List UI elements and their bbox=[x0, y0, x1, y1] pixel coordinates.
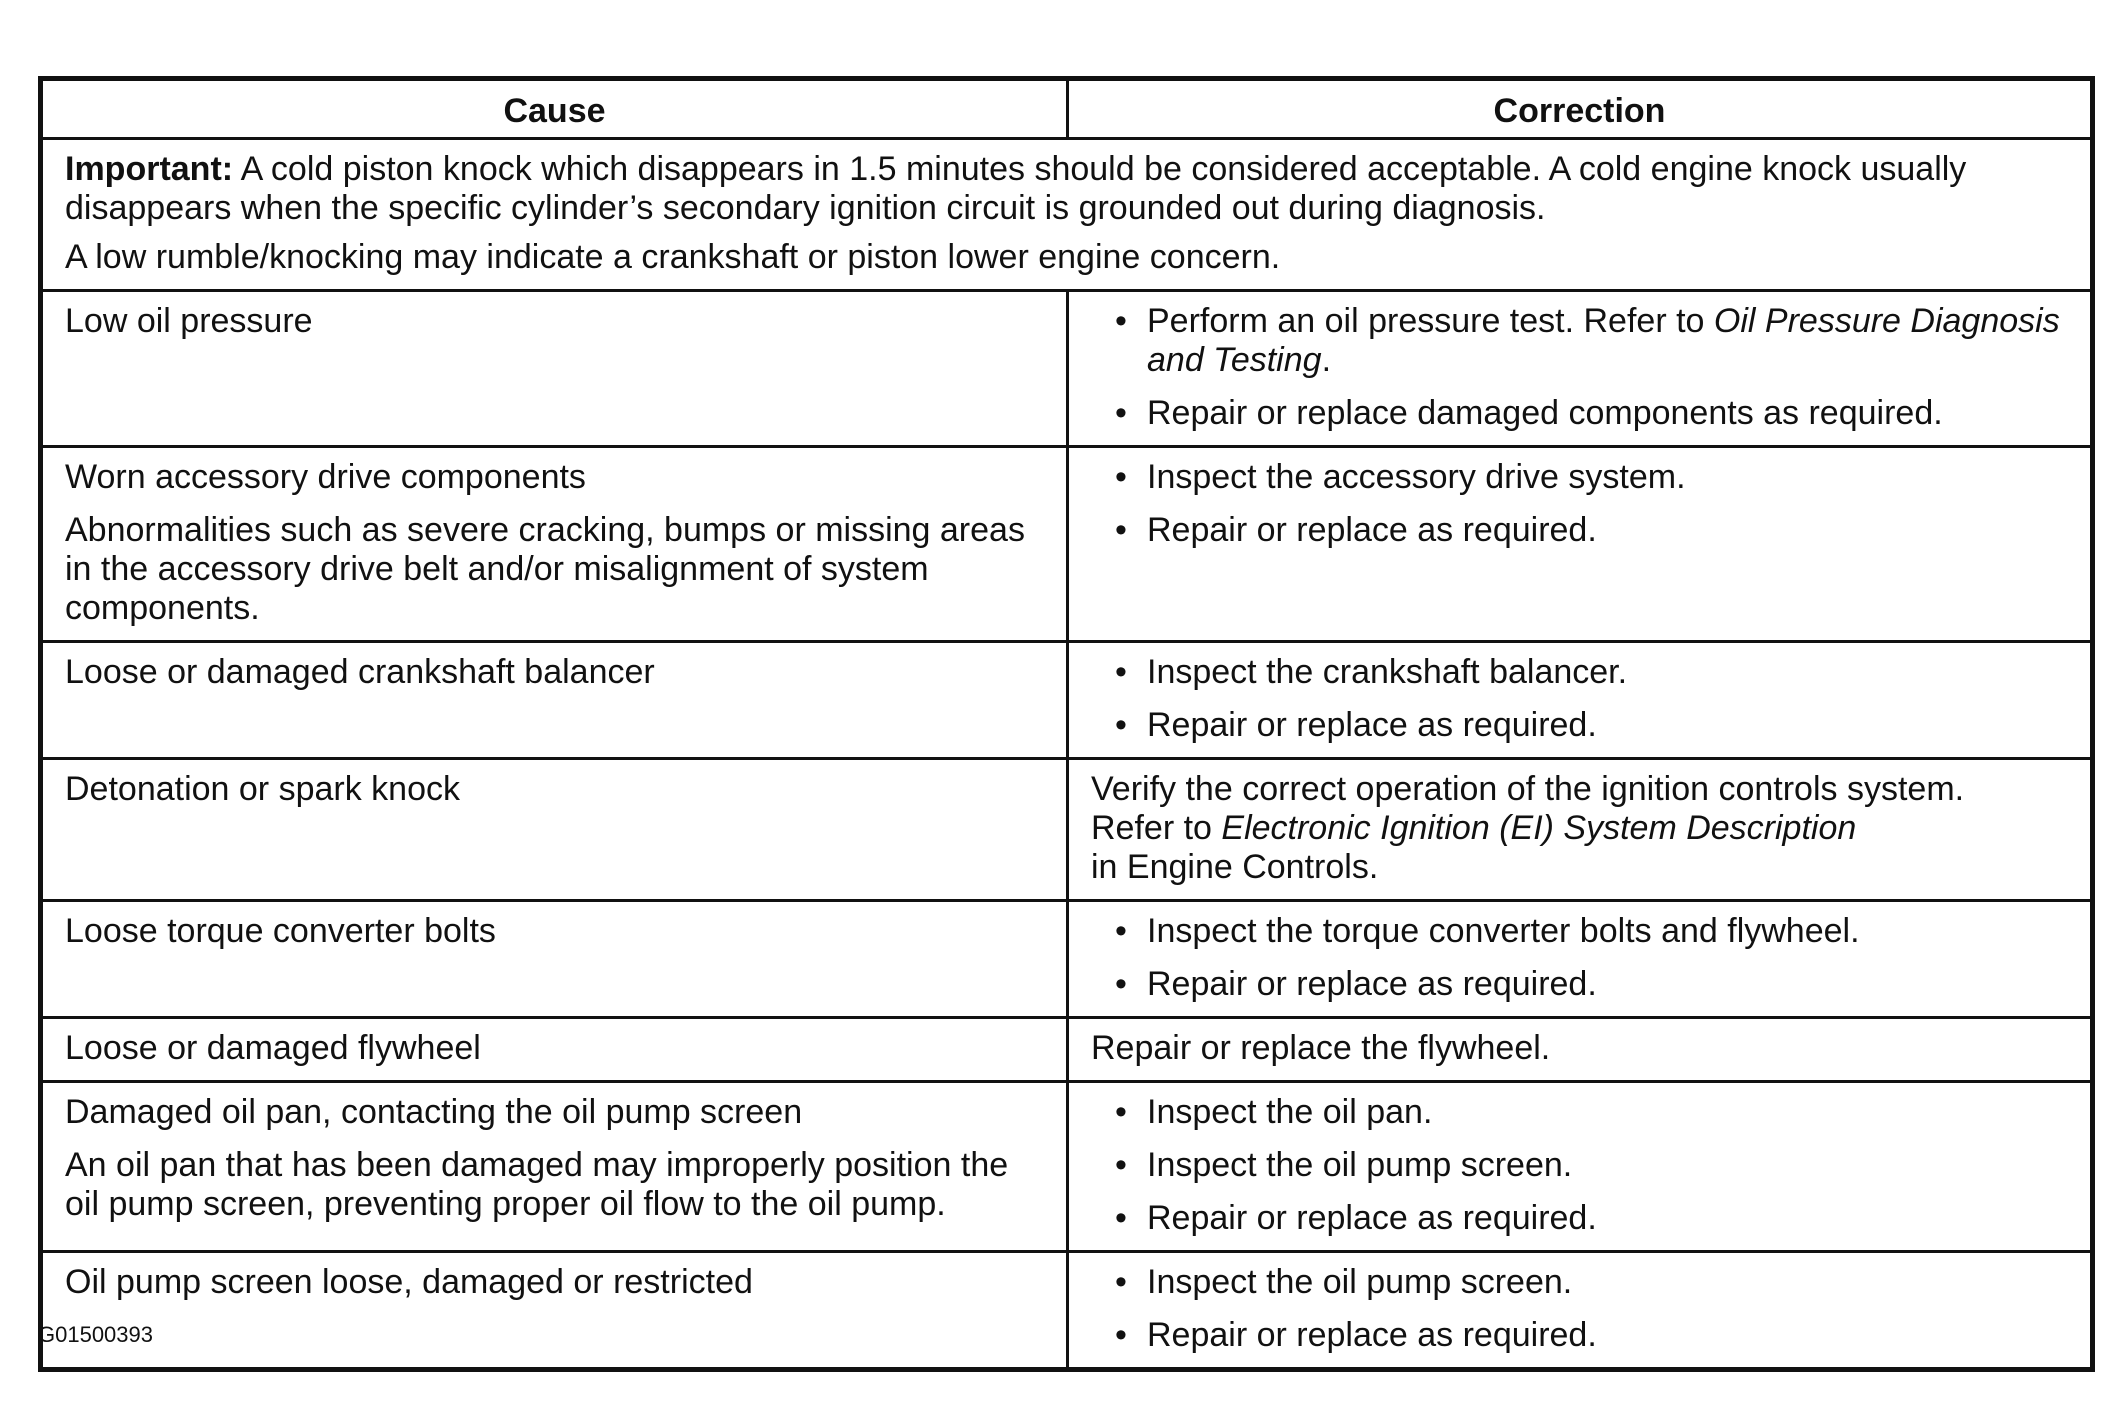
correction-item: • Inspect the oil pump screen. bbox=[1147, 1146, 2072, 1185]
correction-item: • Inspect the crankshaft balancer. bbox=[1147, 653, 2072, 692]
table-row bbox=[41, 1018, 2093, 1082]
cause-detail-text: Abnormalities such as severe cracking, bumps or missing areas in the accessory drive belt and/or misalignment of system components. bbox=[65, 511, 1025, 627]
correction-list bbox=[1091, 1093, 2072, 1238]
cause-cell bbox=[41, 901, 1068, 1018]
correction-paragraph: Repair or replace the flywheel. bbox=[1091, 1029, 1551, 1067]
important-note-paragraph bbox=[65, 150, 2072, 228]
cause-text: Worn accessory drive components bbox=[65, 458, 586, 496]
figure-code: G01500393 bbox=[38, 1322, 153, 1347]
correction-item bbox=[1147, 302, 2072, 380]
correction-line: Verify the correct operation of the ignition controls system. bbox=[1091, 770, 1965, 808]
correction-paragraph bbox=[1091, 770, 2072, 887]
correction-cell bbox=[1068, 642, 2093, 759]
table-row bbox=[41, 759, 2093, 901]
correction-list bbox=[1091, 458, 2072, 550]
correction-cell bbox=[1068, 291, 2093, 447]
correction-list bbox=[1091, 912, 2072, 1004]
cause-cell bbox=[41, 642, 1068, 759]
cause-cell bbox=[41, 1252, 1068, 1370]
cause-cell bbox=[41, 759, 1068, 901]
correction-column-header: Correction bbox=[1068, 79, 2093, 139]
diagnostic-table bbox=[38, 76, 2095, 1372]
diagnostic-table-sheet bbox=[38, 76, 2090, 1372]
correction-line: Refer to bbox=[1091, 809, 1222, 847]
cause-text: Low oil pressure bbox=[65, 302, 313, 340]
cause-cell bbox=[41, 1082, 1068, 1252]
correction-line: in Engine Controls. bbox=[1091, 848, 1379, 886]
important-note-row bbox=[41, 139, 2093, 291]
important-note-text: A cold piston knock which disappears in 1.5 minutes should be considered acceptable. A cold engine knock usually disappears when the specific cylinder’s secondary ignition circuit is grounded out during diagnosis. bbox=[65, 150, 1967, 227]
table-row bbox=[41, 901, 2093, 1018]
important-note-cell bbox=[41, 139, 2093, 291]
cause-text: Loose or damaged flywheel bbox=[65, 1029, 481, 1067]
table-row bbox=[41, 1082, 2093, 1252]
correction-item: • Repair or replace as required. bbox=[1147, 1316, 2072, 1355]
cause-text: Loose or damaged crankshaft balancer bbox=[65, 653, 655, 691]
correction-item: • Inspect the accessory drive system. bbox=[1147, 458, 2072, 497]
table-row bbox=[41, 447, 2093, 642]
correction-item: • Inspect the torque converter bolts and flywheel. bbox=[1147, 912, 2072, 951]
correction-punctuation: . bbox=[1321, 341, 1332, 379]
table-row bbox=[41, 291, 2093, 447]
correction-item: • Repair or replace as required. bbox=[1147, 706, 2072, 745]
cause-text: Damaged oil pan, contacting the oil pump screen bbox=[65, 1093, 803, 1131]
correction-item: • Repair or replace as required. bbox=[1147, 1199, 2072, 1238]
correction-list bbox=[1091, 1263, 2072, 1355]
table-header-row bbox=[41, 79, 2093, 139]
correction-cell bbox=[1068, 1082, 2093, 1252]
correction-list bbox=[1091, 302, 2072, 433]
important-label: Important: bbox=[65, 150, 234, 188]
correction-list bbox=[1091, 653, 2072, 745]
correction-cell bbox=[1068, 759, 2093, 901]
cause-cell bbox=[41, 291, 1068, 447]
correction-cell bbox=[1068, 1252, 2093, 1370]
correction-item: • Repair or replace as required. bbox=[1147, 965, 2072, 1004]
reference-link-text: Electronic Ignition (EI) System Description bbox=[1221, 809, 1857, 847]
correction-item: • Repair or replace damaged components as required. bbox=[1147, 394, 2072, 433]
table-row bbox=[41, 642, 2093, 759]
table-row bbox=[41, 1252, 2093, 1370]
correction-item: • Inspect the oil pump screen. bbox=[1147, 1263, 2072, 1302]
correction-cell bbox=[1068, 447, 2093, 642]
correction-cell bbox=[1068, 901, 2093, 1018]
cause-column-header: Cause bbox=[41, 79, 1068, 139]
reference-link-text: Oil Pressure Diagnosis and Testing bbox=[1147, 302, 2060, 379]
cause-text: Loose torque converter bolts bbox=[65, 912, 496, 950]
cause-text: Detonation or spark knock bbox=[65, 770, 460, 808]
important-note-line2: A low rumble/knocking may indicate a crankshaft or piston lower engine concern. bbox=[65, 238, 1281, 276]
cause-cell bbox=[41, 447, 1068, 642]
correction-text: Perform an oil pressure test. Refer to bbox=[1147, 302, 1714, 340]
cause-detail-text: An oil pan that has been damaged may improperly position the oil pump screen, preventing proper oil flow to the oil pump. bbox=[65, 1146, 1009, 1223]
correction-cell bbox=[1068, 1018, 2093, 1082]
cause-cell bbox=[41, 1018, 1068, 1082]
correction-item: • Inspect the oil pan. bbox=[1147, 1093, 2072, 1132]
cause-text: Oil pump screen loose, damaged or restricted bbox=[65, 1263, 753, 1301]
correction-item: • Repair or replace as required. bbox=[1147, 511, 2072, 550]
